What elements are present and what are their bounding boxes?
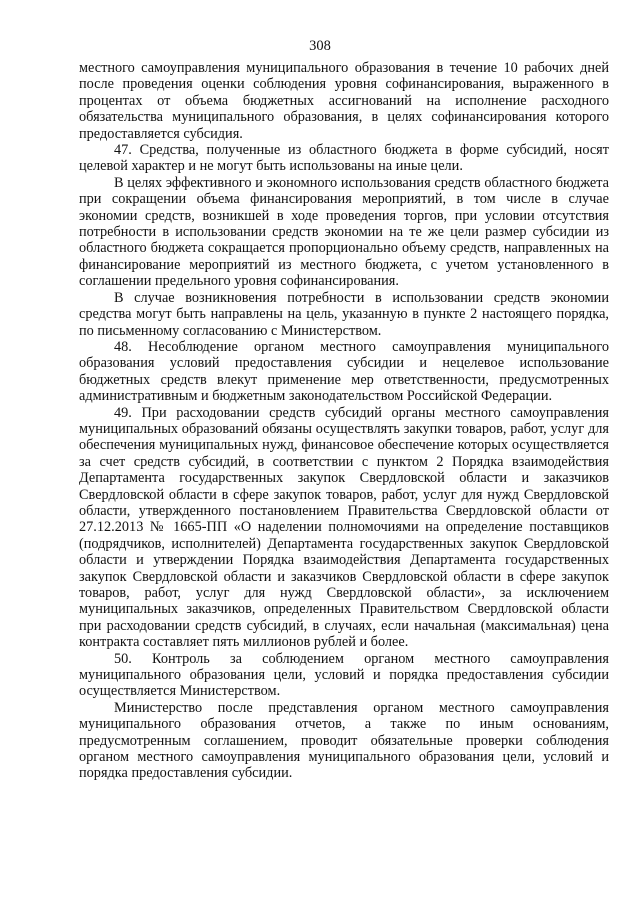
paragraph-continuation: местного самоуправления муниципального образования в течение 10 рабочих дней после проведения оценки соблюдения уровня софинансирования, выраженного в процентах от объема бюджетных ассигнований на исполнение расходного обязательства муниципального образования, в целях софинансирования которого предоставляется субсидия. (79, 60, 609, 142)
paragraph-49: 49. При расходовании средств субсидий органы местного самоуправления муниципальных образований обязаны осуществлять закупки товаров, работ, услуг для обеспечения муниципальных нужд, финансовое обеспечение которых осуществляется за счет средств субсидий, в соответствии с пунктом 2 Порядка взаимодействия Департамента государственных закупок Свердловской области и заказчиков Свердловской области в сфере закупок товаров, работ, услуг для нужд Свердловской области, утвержденного постановлением Правительства Свердловской области от 27.12.2013 № 1665-ПП «О наделении полномочиями на определение поставщиков (подрядчиков, исполнителей) Департамента государственных закупок Свердловской области и утверждении Порядка взаимодействия Департамента государственных закупок Свердловской области и заказчиков Свердловской области в сфере закупок товаров, работ, услуг для нужд Свердловской области», за исключением муниципальных заказчиков, определенных Правительством Свердловской области при расходовании средств субсидий, в случаях, если начальная (максимальная) цена контракта составляет пять миллионов рублей и более. (79, 404, 609, 651)
paragraph-50: 50. Контроль за соблюдением органом местного самоуправления муниципального образования цели, условий и порядка предоставления субсидии осуществляется Министерством. (79, 650, 609, 700)
paragraph-47-savings-use: В случае возникновения потребности в использовании средств экономии средства могут быть направлены на цель, указанную в пункте 2 настоящего порядка, по письменному согласованию с Министерством. (79, 289, 609, 339)
document-body (79, 60, 609, 782)
paragraph-47: 47. Средства, полученные из областного бюджета в форме субсидий, носят целевой характер и не могут быть использованы на иные цели. (79, 142, 609, 175)
paragraph-47-economy: В целях эффективного и экономного использования средств областного бюджета при сокращении объема финансирования мероприятий, в том числе в случае экономии средств, возникшей в ходе проведения торгов, при условии отсутствия потребности в использовании средств экономии на те же цели размер субсидии из областного бюджета сокращается пропорционально объему средств, направленных на финансирование мероприятий из местного бюджета, с учетом установленного в соглашении предельного уровня софинансирования. (79, 174, 609, 290)
paragraph-50-inspections: Министерство после представления органом местного самоуправления муниципального образования отчетов, а также по иным основаниям, предусмотренным соглашением, проводит обязательные проверки соблюдения органом местного самоуправления муниципального образования цели, условий и порядка предоставления субсидии. (79, 699, 609, 782)
paragraph-48: 48. Несоблюдение органом местного самоуправления муниципального образования условий предоставления субсидии и нецелевое использование бюджетных средств влекут применение мер ответственности, предусмотренных административным и бюджетным законодательством Российской Федерации. (79, 338, 609, 405)
page-number: 308 (309, 38, 331, 54)
